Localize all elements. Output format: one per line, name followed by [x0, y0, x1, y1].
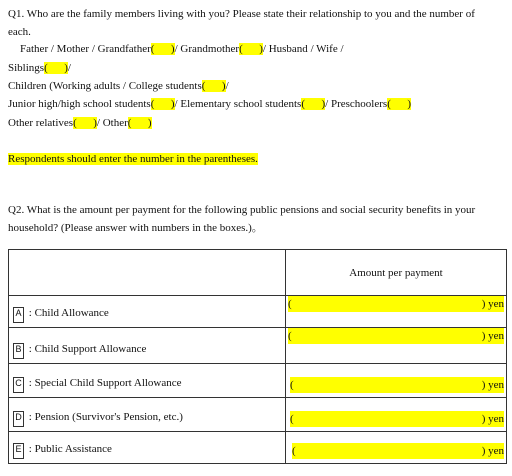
row-letter: E [13, 443, 24, 459]
row-label: Pension (Survivor's Pension, etc.) [34, 411, 183, 423]
other-label: Other [102, 117, 128, 129]
children-working-label: Children (Working adults / College students [8, 80, 202, 92]
siblings-label: Siblings [8, 62, 45, 74]
husband-label: Husband [268, 43, 308, 55]
q2-question-line2: household? (Please answer with numbers in the boxes.)。 [8, 222, 263, 234]
table-row: A : Child Allowance ( ) yen [9, 296, 507, 328]
row-letter: A [13, 307, 24, 323]
benefits-table [8, 249, 507, 464]
siblings-count-field[interactable]: ( ) [44, 62, 68, 74]
father-label: Father [20, 43, 49, 55]
q1-row-others: Other relatives( )/ Other( ) [8, 117, 152, 129]
children-working-count-field[interactable]: ( ) [201, 80, 226, 92]
row-letter: B [13, 343, 24, 359]
q1-question-line2: each. [8, 26, 31, 38]
table-row: B : Child Support Allowance ( ) yen [9, 328, 507, 364]
q1-instruction: Respondents should enter the number in the parentheses. [8, 153, 258, 165]
preschoolers-count-field[interactable]: ( ) [387, 98, 412, 110]
q1-question-line1: Q1. Who are the family members living with you? Please state their relationship to you and the number of [8, 8, 475, 20]
wife-label: Wife [316, 43, 338, 55]
junior-high-label: Junior high/high school students [8, 98, 151, 110]
grandfather-label: Grandfather [97, 43, 151, 55]
grandfather-count-field[interactable]: ( ) [150, 43, 175, 55]
q1-row-children: Children (Working adults / College students( )/ [8, 80, 229, 92]
table-row: E : Public Assistance ( ) yen [9, 432, 507, 464]
amount-input-pension[interactable]: ( ) yen [290, 413, 504, 425]
other-relatives-label: Other relatives [8, 117, 74, 129]
amount-input-public-assistance[interactable]: ( ) yen [292, 445, 504, 457]
elementary-count-field[interactable]: ( ) [301, 98, 326, 110]
q2-question-line1: Q2. What is the amount per payment for the following public pensions and social security benefits in your [8, 204, 476, 216]
grandmother-label: Grandmother [180, 43, 240, 55]
amount-input-child-support-allowance[interactable]: ( ) yen [288, 330, 504, 342]
table-header-amount: Amount per payment [286, 250, 507, 296]
row-label: Child Support Allowance [34, 343, 147, 355]
row-label: Public Assistance [34, 443, 112, 455]
preschoolers-label: Preschoolers [330, 98, 388, 110]
row-letter: C [13, 377, 24, 393]
amount-input-special-child-support-allowance[interactable]: ( ) yen [290, 379, 504, 391]
q1-row-parents: Father / Mother / Grandfather( )/ Grandmother( )/ Husband / Wife / [20, 43, 344, 55]
other-count-field[interactable]: ( ) [127, 117, 152, 129]
table-row: D : Pension (Survivor's Pension, etc.) ( ) yen [9, 398, 507, 432]
mother-label: Mother [56, 43, 90, 55]
q1-row-students: Junior high/high school students( )/ Elementary school students( )/ Preschoolers( ) [8, 98, 412, 110]
table-header-blank [9, 250, 286, 296]
row-label: Special Child Support Allowance [34, 377, 182, 389]
amount-input-child-allowance[interactable]: ( ) yen [288, 298, 504, 310]
junior-high-count-field[interactable]: ( ) [150, 98, 175, 110]
table-row: C : Special Child Support Allowance ( ) yen [9, 364, 507, 398]
grandmother-count-field[interactable]: ( ) [239, 43, 263, 55]
row-letter: D [13, 411, 24, 427]
elementary-label: Elementary school students [180, 98, 302, 110]
row-label: Child Allowance [34, 307, 109, 319]
other-relatives-count-field[interactable]: ( ) [73, 117, 97, 129]
q1-row-siblings: Siblings( )/ [8, 62, 71, 74]
